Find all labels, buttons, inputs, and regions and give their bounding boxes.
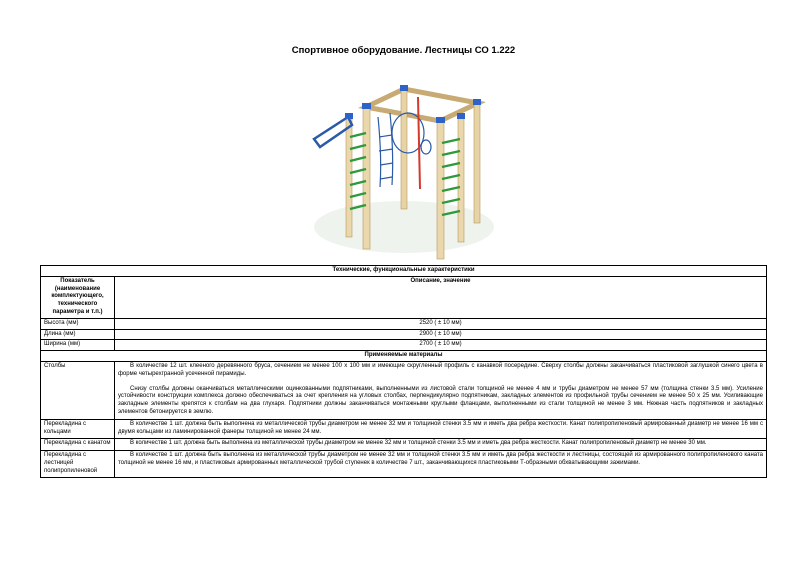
- description-paragraph: Снизу столбы должны оканчиваться металлическими оцинкованными подпятниками, выполненными из листовой стали толщиной не менее 4 мм и трубы диаметром не менее 57 мм (толщина стенки 3.5 мм). Усиление устойчивости конструкции комплекса должно обеспечиваться за счет крепления на угловых столбах, перпендикулярно подпятникам, закладных элементов из профильной трубы сечением не менее 50 х 25 мм. Усиливающие закладные элементы крепятся к столбам на два глухаря. Подпятники должны заканчиваться монтажными круглыми фланцами, выполненными из стали толщиной не менее 3 мм. Нежная часть подпятников и закладных элементов бетонируется в землю.: [118, 385, 763, 415]
- material-name: Перекладина с канатом: [41, 439, 115, 451]
- material-name: Перекладина с лестницей полипропиленовой: [41, 451, 115, 477]
- param-name: Ширина (мм): [41, 340, 115, 351]
- table-row: [41, 419, 767, 439]
- description-paragraph: В количестве 1 шт. должна быть выполнена из металлической трубы диаметром не менее 32 мм и толщиной стенки 3.5 мм и иметь два ребра жесткости. Канат полипропиленовый армированный диаметр не менее 16 мм с двумя кольцами из ламинированной фанеры толщиной не менее 24 мм.: [118, 420, 763, 435]
- spec-table: [40, 265, 767, 478]
- description-paragraph: В количестве 1 шт. должна быть выполнена из металлической трубы диаметром не менее 32 мм и толщиной стенки 3.5 мм и иметь два ребра жесткости и лестницы, состоящей из армированного полипропиленового каната толщиной не менее 16 мм, и пластиковых армированных металлической трубой ступенек в количестве 7 шт., заканчивающихся пластиковыми Т-образными обхватывающими зажимами.: [118, 452, 763, 466]
- page-title: Спортивное оборудование. Лестницы СО 1.222: [291, 45, 516, 56]
- table-row: [41, 439, 767, 451]
- column-header-description: Описание, значение: [115, 276, 767, 318]
- section-header-characteristics: Технические, функциональные характеристики: [41, 266, 767, 277]
- param-name: Длина (мм): [41, 329, 115, 340]
- param-name: Высота (мм): [41, 318, 115, 329]
- material-description: [115, 439, 767, 451]
- material-description: [115, 361, 767, 419]
- description-paragraph: В количестве 12 шт. клееного деревянного бруса, сечением не менее 100 х 100 мм и имеющие скругленный профиль с канавкой посередине. Сверху столбы должны заканчиваться пластиковой заглушкой синего цвета в форме четырехгранной усеченной пирамиды.: [118, 362, 763, 377]
- table-row: [41, 340, 767, 351]
- table-row: [41, 318, 767, 329]
- param-value: 2700 ( ± 10 мм): [115, 340, 767, 351]
- param-value: 2900 ( ± 10 мм): [115, 329, 767, 340]
- table-row: [41, 451, 767, 477]
- material-description: [115, 419, 767, 439]
- material-name: Перекладина с кольцами: [41, 419, 115, 439]
- description-paragraph: В количестве 1 шт. должна быть выполнена из металлической трубы диаметром не менее 32 мм и толщиной стенки 3.5 мм и иметь два ребра жесткости. Канат полипропиленовый диаметр не менее 30 мм.: [130, 440, 707, 447]
- material-description: [115, 451, 767, 477]
- section-header-materials: Применяемые материалы: [41, 351, 767, 362]
- table-row: [41, 329, 767, 340]
- table-row: [41, 361, 767, 419]
- column-header-parameter: Показатель (наименование комплектующего, технического параметра и т.п.): [41, 276, 115, 318]
- param-value: 2520 ( ± 10 мм): [115, 318, 767, 329]
- equipment-illustration: [308, 77, 500, 261]
- material-name: Столбы: [41, 361, 115, 419]
